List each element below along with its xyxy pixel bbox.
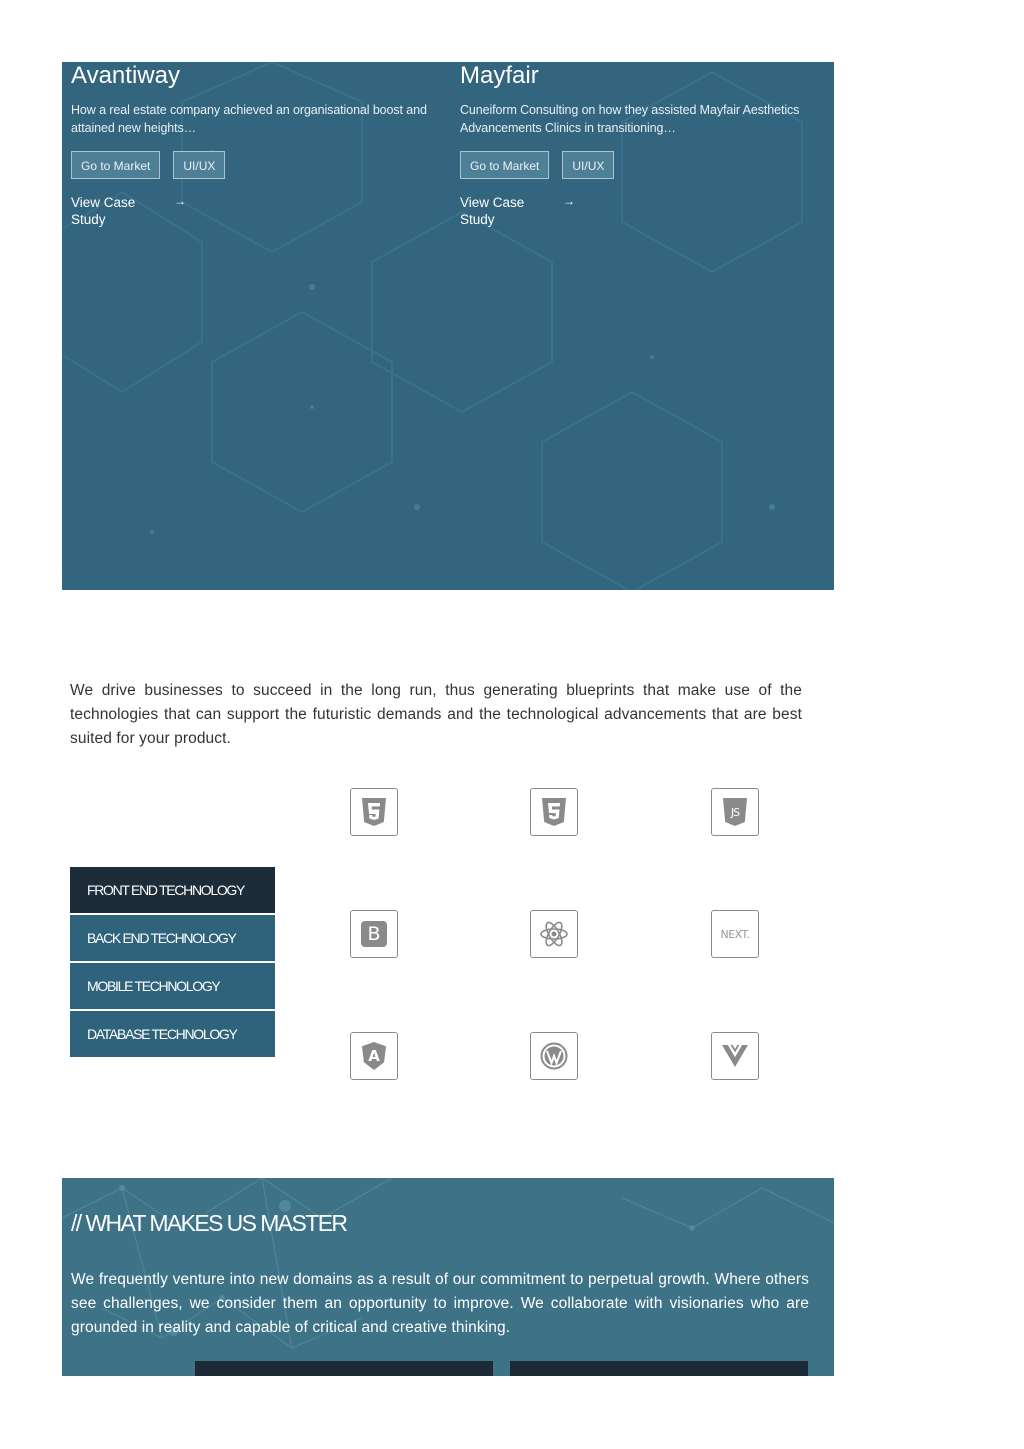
wordpress-icon bbox=[530, 1032, 578, 1080]
view-case-study-label: View Case Study bbox=[71, 195, 136, 227]
case-description: Cuneiform Consulting on how they assisted Mayfair Aesthetics Advancements Clinics in transitioning… bbox=[460, 103, 800, 135]
tech-tabs bbox=[70, 867, 275, 1059]
view-case-study-link[interactable] bbox=[71, 194, 431, 228]
intro-paragraph: We drive businesses to succeed in the long run, thus generating blueprints that make use of the technologies that can support the futuristic demands and the technological advancements that are best suited for your product. bbox=[70, 681, 802, 747]
case-tags bbox=[460, 151, 820, 179]
tag-ui-ux[interactable]: UI/UX bbox=[173, 151, 225, 179]
view-case-study-label: View Case Study bbox=[460, 195, 525, 227]
javascript-icon bbox=[711, 788, 759, 836]
tab-mobile[interactable]: MOBILE TECHNOLOGY bbox=[70, 963, 275, 1009]
angular-icon bbox=[350, 1032, 398, 1080]
case-card-mayfair bbox=[460, 62, 820, 228]
feature-card bbox=[195, 1361, 493, 1376]
section-paragraph: We frequently venture into new domains as a result of our commitment to perpetual growth. Where others see challenges, we consider them an opportunity to improve. We collaborate with visionaries who are grounded in reality and capable of critical and creative thinking. bbox=[71, 1270, 809, 1336]
tab-database[interactable]: DATABASE TECHNOLOGY bbox=[70, 1011, 275, 1057]
tab-back-end[interactable]: BACK END TECHNOLOGY bbox=[70, 915, 275, 961]
case-title: Avantiway bbox=[71, 62, 180, 89]
css3-icon bbox=[530, 788, 578, 836]
section-title: // WHAT MAKES US MASTER bbox=[71, 1210, 347, 1236]
arrow-right-icon: → bbox=[174, 194, 186, 208]
vue-icon bbox=[711, 1032, 759, 1080]
case-description: How a real estate company achieved an organisational boost and attained new heights… bbox=[71, 103, 427, 135]
bootstrap-icon bbox=[350, 910, 398, 958]
bootstrap-glyph: B bbox=[361, 921, 387, 947]
tag-ui-ux[interactable]: UI/UX bbox=[562, 151, 614, 179]
view-case-study-link[interactable] bbox=[460, 194, 820, 228]
case-card-avantiway bbox=[71, 62, 431, 228]
nextjs-icon bbox=[711, 910, 759, 958]
case-title: Mayfair bbox=[460, 62, 539, 89]
case-tags bbox=[71, 151, 431, 179]
nextjs-glyph: NEXT. bbox=[720, 927, 750, 941]
tag-go-to-market[interactable]: Go to Market bbox=[71, 151, 160, 179]
tab-front-end[interactable]: FRONT END TECHNOLOGY bbox=[70, 867, 275, 913]
tag-go-to-market[interactable]: Go to Market bbox=[460, 151, 549, 179]
feature-card bbox=[510, 1361, 808, 1376]
arrow-right-icon: → bbox=[563, 194, 575, 208]
what-makes-us-master-panel bbox=[62, 1178, 834, 1376]
html5-icon bbox=[350, 788, 398, 836]
javascript-glyph: JS bbox=[730, 805, 740, 819]
angular-glyph: A bbox=[368, 1047, 380, 1065]
case-studies-panel bbox=[62, 62, 834, 590]
react-icon bbox=[530, 910, 578, 958]
